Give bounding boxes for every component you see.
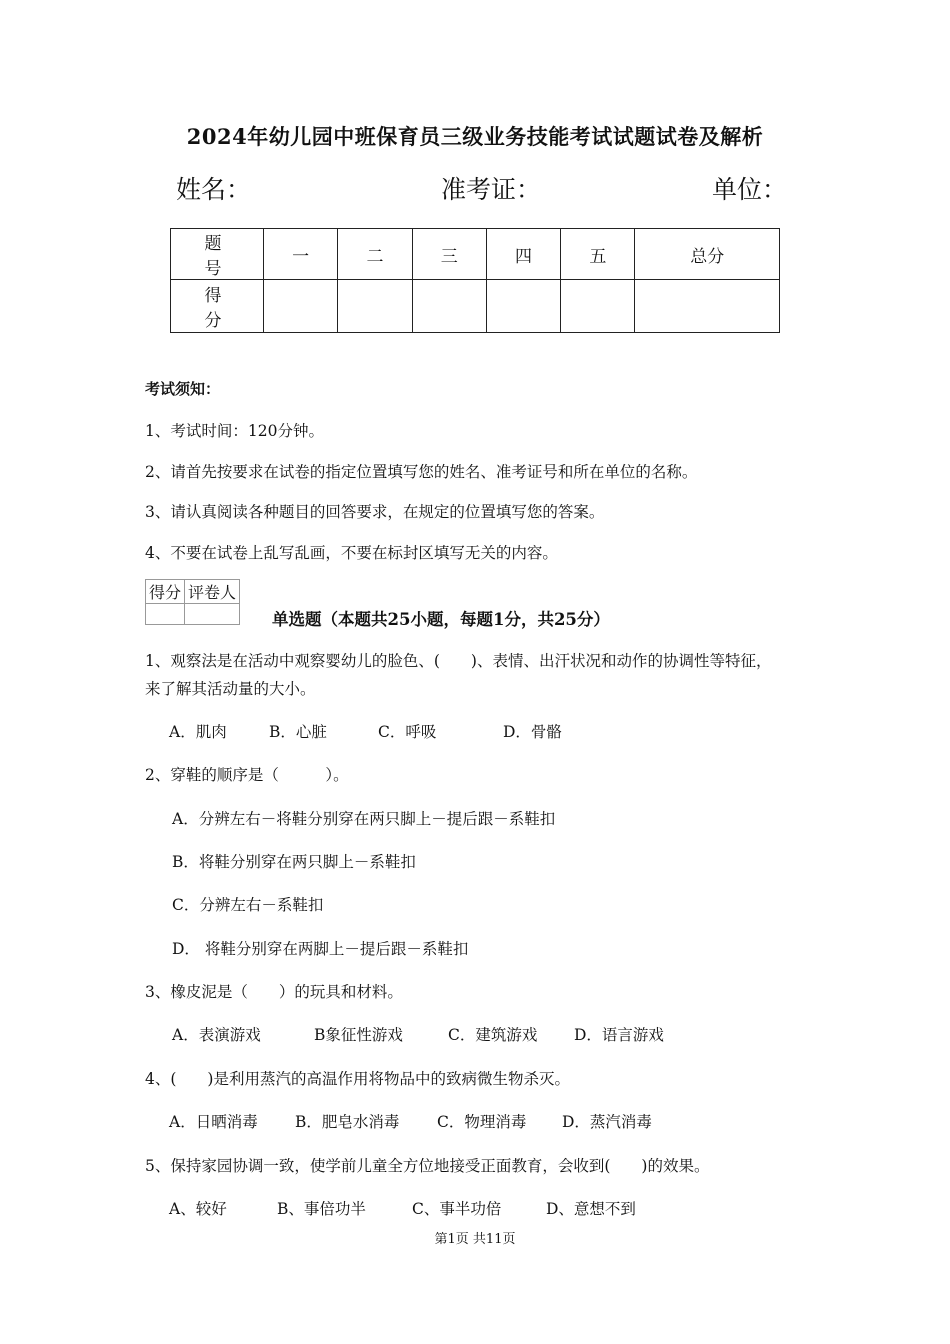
question-3-stem: 3、橡皮泥是（ ）的玩具和材料。 xyxy=(145,983,403,1001)
score-table-score-row xyxy=(171,280,780,333)
score-cell-5[interactable] xyxy=(561,280,635,333)
score-table xyxy=(170,228,780,333)
question-3-option-d[interactable]: D．语言游戏 xyxy=(574,1026,664,1044)
name-field-label: 姓名： xyxy=(176,175,252,204)
question-5-option-a[interactable]: A、较好 xyxy=(169,1200,227,1218)
section-title: 单选题（本题共25小题，每题1分，共25分） xyxy=(272,610,610,629)
question-5-stem: 5、保持家园协调一致，使学前儿童全方位地接受正面教育，会收到( )的效果。 xyxy=(145,1157,710,1175)
score-table-col-2: 二 xyxy=(338,229,412,280)
question-3-option-c[interactable]: C．建筑游戏 xyxy=(448,1026,538,1044)
score-table-col-5: 五 xyxy=(561,229,635,280)
question-1-stem-cont: 来了解其活动量的大小。 xyxy=(145,680,316,698)
question-4-option-c[interactable]: C．物理消毒 xyxy=(437,1113,527,1131)
score-table-col-4: 四 xyxy=(486,229,560,280)
question-1-option-a[interactable]: A．肌肉 xyxy=(169,723,227,741)
question-1-option-c[interactable]: C．呼吸 xyxy=(378,723,437,741)
notice-item: 2、请首先按要求在试卷的指定位置填写您的姓名、准考证号和所在单位的名称。 xyxy=(145,463,698,481)
question-4-stem: 4、( )是利用蒸汽的高温作用将物品中的致病微生物杀灭。 xyxy=(145,1070,570,1088)
question-5-option-b[interactable]: B、事倍功半 xyxy=(277,1200,366,1218)
ticket-field-label: 准考证： xyxy=(441,175,542,204)
notice-item: 4、不要在试卷上乱写乱画，不要在标封区填写无关的内容。 xyxy=(145,544,558,562)
score-cell-4[interactable] xyxy=(486,280,560,333)
score-table-header-row xyxy=(171,229,780,280)
notice-item: 3、请认真阅读各种题目的回答要求，在规定的位置填写您的答案。 xyxy=(145,503,605,521)
grader-box xyxy=(145,579,240,625)
question-5-option-d[interactable]: D、意想不到 xyxy=(546,1200,636,1218)
score-cell-1[interactable] xyxy=(264,280,338,333)
score-cell-total[interactable] xyxy=(635,280,780,333)
grader-name-label: 评卷人 xyxy=(185,580,240,604)
grader-score-cell[interactable] xyxy=(146,604,185,625)
notice-title: 考试须知： xyxy=(145,380,221,398)
score-table-header-label: 题 号 xyxy=(171,229,264,280)
question-4-option-b[interactable]: B．肥皂水消毒 xyxy=(295,1113,400,1131)
question-3-option-b[interactable]: B象征性游戏 xyxy=(314,1026,403,1044)
unit-field-label: 单位： xyxy=(712,175,788,204)
score-table-score-label: 得 分 xyxy=(171,280,264,333)
score-table-col-1: 一 xyxy=(264,229,338,280)
page-footer: 第1页 共11页 xyxy=(434,1232,516,1247)
question-2-option-b[interactable]: B．将鞋分别穿在两只脚上－系鞋扣 xyxy=(172,853,416,871)
page-title: 2024年幼儿园中班保育员三级业务技能考试试题试卷及解析 xyxy=(186,124,764,149)
question-2-option-a[interactable]: A．分辨左右－将鞋分别穿在两只脚上－提后跟－系鞋扣 xyxy=(172,810,556,828)
question-1-stem: 1、观察法是在活动中观察婴幼儿的脸色、( )、表情、出汗状况和动作的协调性等特征， xyxy=(145,652,772,670)
score-table-col-total: 总分 xyxy=(635,229,780,280)
question-1-option-b[interactable]: B．心脏 xyxy=(269,723,327,741)
score-table-col-3: 三 xyxy=(412,229,486,280)
notice-item: 1、考试时间：120分钟。 xyxy=(145,422,324,440)
score-cell-3[interactable] xyxy=(412,280,486,333)
question-4-option-d[interactable]: D．蒸汽消毒 xyxy=(562,1113,652,1131)
question-2-option-d[interactable]: D． 将鞋分别穿在两脚上－提后跟－系鞋扣 xyxy=(172,940,469,958)
grader-name-cell[interactable] xyxy=(185,604,240,625)
question-3-option-a[interactable]: A．表演游戏 xyxy=(172,1026,261,1044)
grader-score-label: 得分 xyxy=(146,580,185,604)
question-5-option-c[interactable]: C、事半功倍 xyxy=(412,1200,502,1218)
question-2-option-c[interactable]: C．分辨左右－系鞋扣 xyxy=(172,896,324,914)
question-1-option-d[interactable]: D．骨骼 xyxy=(503,723,562,741)
question-2-stem: 2、穿鞋的顺序是（ ）。 xyxy=(145,766,349,784)
question-4-option-a[interactable]: A．日晒消毒 xyxy=(169,1113,258,1131)
score-cell-2[interactable] xyxy=(338,280,412,333)
